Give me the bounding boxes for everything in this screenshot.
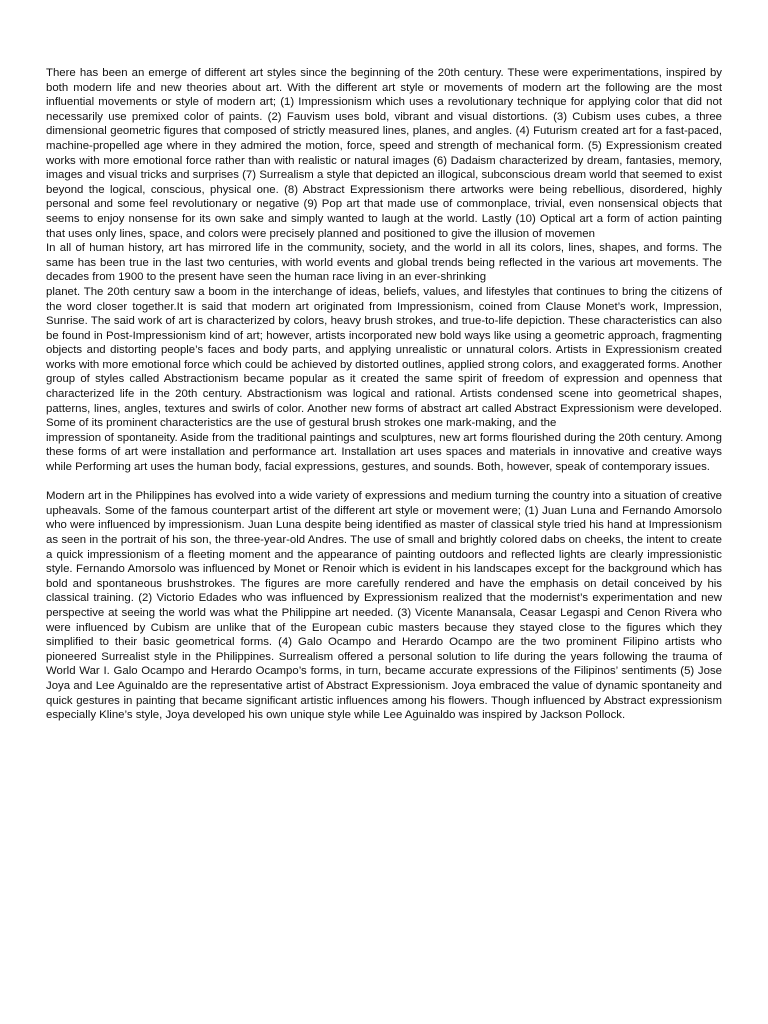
paragraph-spacer [46, 475, 722, 490]
document-page [46, 66, 722, 723]
paragraph-new-art-forms: impression of spontaneity. Aside from the traditional paintings and sculptures, new art forms flourished during the 20th century. Among these forms of art were installation and performance art. Installation art uses spaces and materials in innovative and creative ways while Performing art uses the human body, facial expressions, gestures, and sounds. Both, however, speak of contemporary issues. [46, 431, 722, 474]
paragraph-modern-art-styles: There has been an emerge of different art styles since the beginning of the 20th century. These were experimentations, inspired by both modern life and new theories about art. With the different art style or movements of modern art the following are the most influential movements or style of modern art; (1) Impressionism which uses a revolutionary technique for applying color that did not necessarily use premixed color of paints. (2) Fauvism uses bold, vibrant and visual distortions. (3) Cubism uses cubes, a three dimensional geometric figures that composed of strictly measured lines, planes, and angles. (4) Futurism created art for a fast-paced, machine-propelled age where in they admired the motion, force, speed and strength of mechanical form. (5) Expressionism created works with more emotional force rather than with realistic or natural images (6) Dadaism characterized by dream, fantasies, memory, images and visual tricks and surprises (7) Surrealism a style that depicted an illogical, subconscious dream world that seemed to exist beyond the logical, conscious, physical one. (8) Abstract Expressionism there artworks were being rebellious, disordered, highly personal and some feel revolutionary or negative (9) Pop art that made use of commonplace, trivial, even nonsensical objects that seems to enjoy nonsense for its own sake and simply wanted to laugh at the world. Lastly (10) Optical art a form of action painting that uses only lines, space, and colors were precisely planned and positioned to give the illusion of movemen [46, 67, 722, 240]
paragraph-20th-century: planet. The 20th century saw a boom in the interchange of ideas, beliefs, values, and lifestyles that continues to bring the citizens of the word closer together.It is said that modern art originated from Impressionism, coined from Clause Monet’s work, Impression, Sunrise. The said work of art is characterized by colors, heavy brush strokes, and true-to-life depiction. These characteristics can also be found in Post-Impressionism kind of art; however, artists incorporated new bold ways like using a geometric approach, fragmenting objects and distorting people’s faces and body parts, and applying unrealistic or unnatural colors. Artists in Expressionism created works with more emotional force which could be achieved by distorted outlines, applied strong colors, and exaggerated forms. Another group of styles called Abstractionism became popular as it created the same spirit of freedom of expression and openness that characterized life in the 20th century. Abstractionism was logical and rational. Artists condensed scene into geometrical shapes, patterns, lines, angles, textures and swirls of color. Another new forms of abstract art called Abstract Expressionism were developed. Some of its prominent characteristics are the use of gestural brush strokes one mark-making, and the [46, 285, 722, 430]
paragraph-art-history: In all of human history, art has mirrored life in the community, society, and the world in all its colors, lines, shapes, and forms. The same has been true in the last two centuries, with world events and global trends being reflected in the various art movements. The decades from 1900 to the present have seen the human race living in an ever-shrinking [46, 242, 722, 284]
paragraph-philippine-modern-art: Modern art in the Philippines has evolved into a wide variety of expressions and medium turning the country into a situation of creative upheavals. Some of the famous counterpart artist of the different art style or movement were; (1) Juan Luna and Fernando Amorsolo who were influenced by impressionism. Juan Luna despite being identified as master of classical style tried his hand at Impressionism as seen in the portrait of his son, the three-year-old Andres. The use of small and brightly colored dabs on cheeks, the intent to create a quick impressionism of a fleeting moment and the appearance of painting outdoors and reflected lights are clearly impressionistic style. Fernando Amorsolo was influenced by Monet or Renoir which is evident in his landscapes except for the background which has bold and spontaneous brushstrokes. The figures are more carefully rendered and have the emphasis on detail conceived by his classical training. (2) Victorio Edades who was influenced by Expressionism realized that the modernist’s experimentation and new perspective at seeing the world was what the Philippine art needed. (3) Vicente Manansala, Ceasar Legaspi and Cenon Rivera who were influenced by Cubism are unlike that of the European cubic masters because they stayed close to the figures which they simplified to their basic geometrical forms. (4) Galo Ocampo and Herardo Ocampo are the two prominent Filipino artists who pioneered Surrealist style in the Philippines. Surrealism offered a personal solution to life during the years following the trauma of World War I. Galo Ocampo and Herardo Ocampo’s forms, in turn, became accurate expressions of the Filipinos’ sentiments (5) Jose Joya and Lee Aguinaldo are the representative artist of Abstract Expressionism. Joya embraced the value of dynamic spontaneity and quick gestures in painting that became significant artistic influences among his flowers. Though influenced by Abstract expressionism especially Kline’s style, Joya developed his own unique style while Lee Aguinaldo was inspired by Jackson Pollock. [46, 490, 722, 722]
